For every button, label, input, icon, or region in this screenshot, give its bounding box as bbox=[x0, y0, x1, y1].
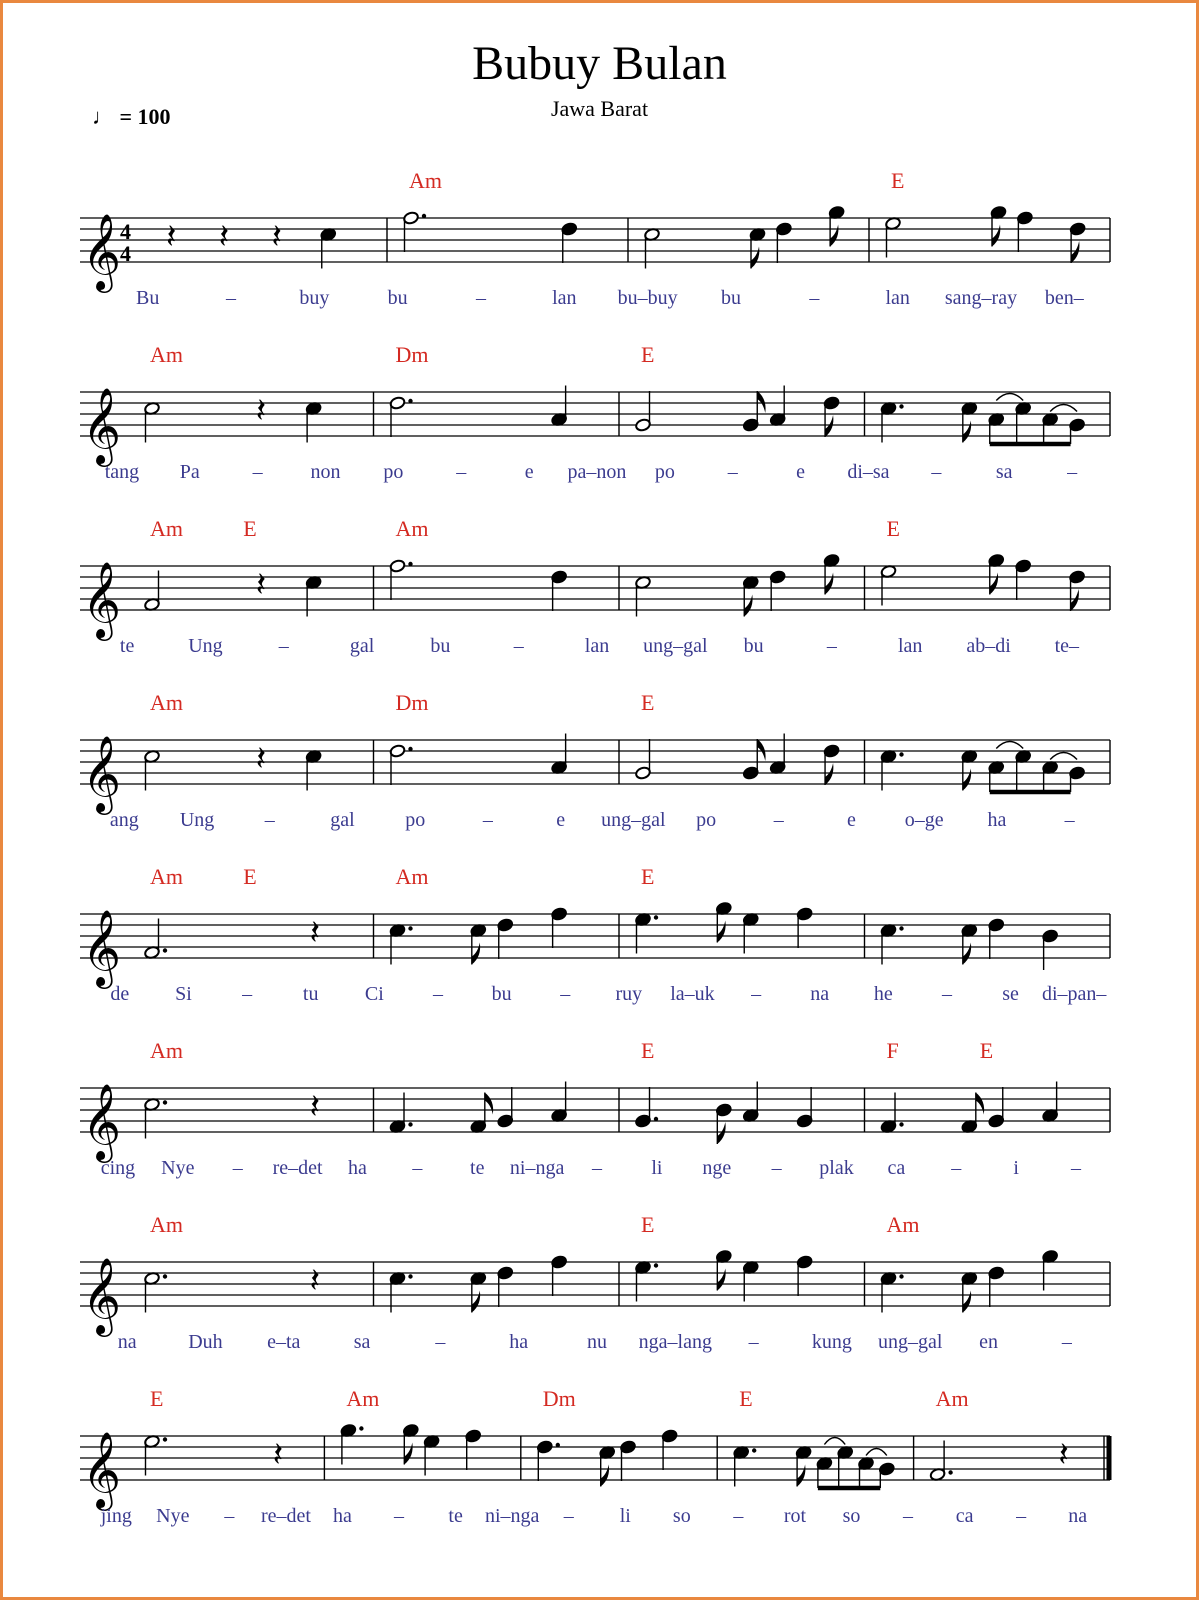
chord-symbol: Am bbox=[886, 1212, 920, 1237]
chord-symbol: E bbox=[891, 168, 905, 193]
lyric-syllable: – bbox=[482, 809, 493, 831]
note-dot bbox=[899, 1122, 903, 1126]
lyric-syllable: Ci bbox=[364, 983, 384, 1005]
lyric-syllable: – bbox=[476, 287, 486, 309]
chord-symbol: Am bbox=[395, 516, 429, 541]
chord-symbol: Am bbox=[346, 1386, 380, 1411]
lyric-syllable: – bbox=[412, 1157, 423, 1179]
quarter-rest-icon: 𝄽 bbox=[309, 913, 321, 953]
lyric-syllable: – bbox=[941, 983, 952, 1005]
lyric-syllable: e bbox=[847, 809, 856, 831]
lyric-syllable: so bbox=[672, 1505, 691, 1527]
lyric-syllable: po bbox=[383, 461, 404, 483]
lyric-syllable: en bbox=[979, 1331, 998, 1353]
lyric-syllable: nga–lang bbox=[638, 1331, 712, 1353]
note-flag bbox=[963, 769, 971, 791]
chord-symbol: Dm bbox=[542, 1386, 576, 1411]
quarter-rest-icon: 𝄽 bbox=[218, 217, 230, 257]
treble-clef-icon: 𝄞 bbox=[82, 1431, 122, 1508]
lyric-syllable: Bu bbox=[135, 287, 160, 309]
lyric-syllable: he bbox=[873, 983, 893, 1005]
lyric-syllable: ca bbox=[887, 1157, 906, 1179]
lyric-syllable: – bbox=[826, 635, 837, 657]
lyric-syllable: – bbox=[903, 1505, 914, 1527]
note-dot bbox=[654, 1117, 658, 1121]
note-dot bbox=[899, 1274, 903, 1278]
page-subtitle: Jawa Barat bbox=[550, 96, 649, 121]
lyric-syllable: lan bbox=[885, 287, 910, 309]
note-flag bbox=[757, 391, 765, 413]
chord-symbol: Am bbox=[395, 864, 429, 889]
lyric-syllable: la–uk bbox=[670, 983, 715, 1005]
lyric-syllable: Duh bbox=[188, 1331, 223, 1353]
staff-system bbox=[80, 342, 1110, 483]
note-flag bbox=[404, 1443, 412, 1465]
lyric-syllable: rot bbox=[783, 1505, 807, 1527]
page-title: Bubuy Bulan bbox=[472, 37, 727, 90]
chord-symbol: E bbox=[150, 1386, 164, 1411]
lyric-syllable: te bbox=[119, 635, 135, 657]
lyric-syllable: – bbox=[773, 809, 784, 831]
chord-symbol: E bbox=[979, 1038, 994, 1063]
lyric-syllable: e bbox=[796, 461, 806, 483]
note-flag bbox=[1071, 241, 1079, 263]
note-dot bbox=[899, 404, 903, 408]
chord-symbol: Am bbox=[150, 864, 183, 889]
lyric-syllable: – bbox=[394, 1505, 405, 1527]
lyric-syllable: li bbox=[651, 1157, 663, 1179]
chord-symbol: Dm bbox=[395, 342, 429, 367]
note-flag bbox=[990, 573, 998, 595]
staff-system bbox=[80, 864, 1110, 1005]
lyric-syllable: gal bbox=[349, 635, 375, 657]
lyric-syllable: ha bbox=[348, 1157, 367, 1179]
note-flag bbox=[1071, 589, 1079, 611]
lyric-syllable: – bbox=[264, 809, 275, 831]
lyric-syllable: po bbox=[696, 809, 717, 831]
note-flag bbox=[830, 225, 838, 247]
treble-clef-icon: 𝄞 bbox=[82, 387, 122, 464]
lyric-syllable: – bbox=[232, 1157, 243, 1179]
lyric-syllable: – bbox=[242, 983, 253, 1005]
chord-symbol: E bbox=[739, 1386, 753, 1411]
quarter-rest-icon: 𝄽 bbox=[255, 739, 267, 779]
quarter-rest-icon: 𝄽 bbox=[272, 1435, 284, 1475]
note-flag bbox=[757, 739, 765, 761]
treble-clef-icon: 𝄞 bbox=[82, 1083, 122, 1160]
note-flag bbox=[963, 1291, 971, 1313]
note-flag bbox=[485, 1093, 493, 1115]
chord-symbol: Am bbox=[935, 1386, 969, 1411]
chord-symbol: E bbox=[886, 516, 900, 541]
chord-symbol: Am bbox=[150, 690, 183, 715]
lyric-syllable: di–sa bbox=[847, 461, 890, 483]
note-flag bbox=[717, 921, 725, 943]
chord-symbol: F bbox=[886, 1038, 899, 1063]
note-dot bbox=[408, 926, 412, 930]
chord-symbol: Am bbox=[150, 516, 183, 541]
lyric-syllable: lan bbox=[898, 635, 923, 657]
chord-symbol: E bbox=[641, 864, 655, 889]
lyric-syllable: – bbox=[748, 1331, 759, 1353]
lyric-syllable: i bbox=[1013, 1157, 1019, 1179]
treble-clef-icon: 𝄞 bbox=[82, 735, 122, 812]
lyric-syllable: – bbox=[563, 1505, 574, 1527]
chord-symbol: E bbox=[641, 1212, 655, 1237]
lyric-syllable: o–ge bbox=[904, 809, 944, 831]
quarter-rest-icon: 𝄽 bbox=[1058, 1435, 1069, 1475]
chord-symbol: E bbox=[243, 864, 257, 889]
lyric-syllable: de bbox=[110, 983, 130, 1005]
staff-system bbox=[80, 168, 1110, 309]
lyric-syllable: e bbox=[524, 461, 534, 483]
lyric-syllable: ha bbox=[509, 1331, 529, 1353]
note-dot bbox=[752, 1448, 756, 1452]
note-flag bbox=[976, 1093, 984, 1115]
note-flag bbox=[825, 415, 833, 437]
lyric-syllable: po bbox=[654, 461, 675, 483]
lyric-syllable: ruy bbox=[615, 983, 643, 1005]
quarter-rest-icon: 𝄽 bbox=[255, 391, 267, 431]
lyric-syllable: so bbox=[842, 1505, 861, 1527]
slur bbox=[996, 394, 1023, 401]
lyric-syllable: te bbox=[470, 1157, 485, 1179]
lyric-syllable: bu bbox=[430, 635, 451, 657]
lyric-syllable: cing bbox=[100, 1157, 136, 1179]
chord-symbol: Dm bbox=[395, 690, 429, 715]
note-dot bbox=[408, 1122, 412, 1126]
treble-clef-icon: 𝄞 bbox=[82, 1257, 122, 1334]
note-dot bbox=[899, 926, 903, 930]
staff-system bbox=[80, 516, 1110, 657]
lyric-syllable: – bbox=[1061, 1331, 1072, 1353]
lyric-syllable: Si bbox=[175, 983, 192, 1005]
lyric-syllable: bu bbox=[491, 983, 512, 1005]
lyric-syllable: e bbox=[556, 809, 566, 831]
lyric-syllable: ha bbox=[333, 1505, 352, 1527]
lyric-syllable: – bbox=[951, 1157, 962, 1179]
treble-clef-icon: 𝄞 bbox=[82, 561, 122, 638]
lyric-syllable: Pa bbox=[179, 461, 200, 483]
note-flag bbox=[963, 943, 971, 965]
lyric-syllable: – bbox=[1064, 809, 1075, 831]
note-dot bbox=[948, 1470, 952, 1474]
lyric-syllable: – bbox=[560, 983, 571, 1005]
lyric-syllable: ni–nga bbox=[484, 1505, 540, 1527]
lyric-syllable: te– bbox=[1054, 635, 1080, 657]
lyric-syllable: re–det bbox=[260, 1505, 311, 1527]
note-dot bbox=[422, 214, 426, 218]
lyric-syllable: bu bbox=[743, 635, 764, 657]
lyric-syllable: Ung bbox=[179, 809, 215, 831]
lyric-syllable: – bbox=[513, 635, 524, 657]
note-flag bbox=[963, 421, 971, 443]
note-dot bbox=[359, 1426, 363, 1430]
lyric-syllable: sang–ray bbox=[944, 287, 1018, 309]
quarter-rest-icon: 𝄽 bbox=[309, 1261, 321, 1301]
lyric-syllable: – bbox=[252, 461, 263, 483]
quarter-rest-icon: 𝄽 bbox=[271, 217, 282, 257]
lyric-syllable: – bbox=[456, 461, 467, 483]
note-flag bbox=[797, 1465, 805, 1487]
chord-symbol: E bbox=[641, 342, 655, 367]
lyric-syllable: bu–buy bbox=[617, 287, 678, 309]
lyric-syllable: re–det bbox=[272, 1157, 323, 1179]
lyric-syllable: – bbox=[592, 1157, 602, 1179]
lyric-syllable: nu bbox=[587, 1331, 607, 1353]
lyric-syllable: – bbox=[432, 983, 443, 1005]
staff-system bbox=[80, 1038, 1110, 1179]
note-dot bbox=[163, 1437, 167, 1441]
lyric-syllable: ung–gal bbox=[601, 809, 666, 831]
lyric-syllable: bu bbox=[721, 287, 741, 309]
lyric-syllable: li bbox=[619, 1505, 631, 1527]
lyric-syllable: – bbox=[1016, 1505, 1027, 1527]
lyric-syllable: ung–gal bbox=[878, 1331, 943, 1353]
lyric-syllable: tu bbox=[302, 983, 319, 1005]
quarter-rest-icon: 𝄽 bbox=[309, 1087, 321, 1127]
note-dot bbox=[163, 1100, 167, 1104]
lyric-syllable: – bbox=[1067, 461, 1078, 483]
note-flag bbox=[992, 225, 1000, 247]
note-dot bbox=[408, 1274, 412, 1278]
chord-symbol: E bbox=[641, 690, 655, 715]
slur bbox=[824, 1438, 845, 1445]
lyric-syllable: non bbox=[310, 461, 341, 483]
note-flag bbox=[751, 247, 759, 269]
lyric-syllable: sa bbox=[995, 461, 1013, 483]
lyric-syllable: Nye bbox=[161, 1157, 195, 1179]
lyric-syllable: – bbox=[226, 287, 236, 309]
treble-clef-icon: 𝄞 bbox=[82, 213, 122, 290]
lyric-syllable: – bbox=[809, 287, 820, 309]
chord-symbol: Am bbox=[409, 168, 442, 193]
lyric-syllable: bu bbox=[387, 287, 408, 309]
lyric-syllable: – bbox=[278, 635, 289, 657]
note-dot bbox=[556, 1443, 560, 1447]
chord-symbol: Am bbox=[150, 342, 183, 367]
lyric-syllable: plak bbox=[819, 1157, 854, 1179]
lyric-syllable: pa–non bbox=[567, 461, 627, 483]
note-flag bbox=[717, 1122, 725, 1144]
note-dot bbox=[408, 747, 412, 751]
note-flag bbox=[744, 595, 752, 617]
chord-symbol: Am bbox=[150, 1212, 183, 1237]
note-flag bbox=[825, 573, 833, 595]
note-flag bbox=[717, 1269, 725, 1291]
lyric-syllable: Nye bbox=[156, 1505, 190, 1527]
lyric-syllable: – bbox=[751, 983, 762, 1005]
lyric-syllable: buy bbox=[299, 287, 330, 309]
note-dot bbox=[654, 1263, 658, 1267]
lyric-syllable: ben– bbox=[1044, 287, 1084, 309]
quarter-rest-icon: 𝄽 bbox=[255, 565, 267, 605]
lyric-syllable: lan bbox=[584, 635, 610, 657]
lyric-syllable: po bbox=[405, 809, 426, 831]
slur bbox=[1050, 753, 1077, 760]
lyric-syllable: Ung bbox=[188, 635, 223, 657]
note-dot bbox=[899, 752, 903, 756]
time-signature-bottom: 4 bbox=[120, 241, 131, 266]
slur bbox=[866, 1449, 887, 1456]
lyric-syllable: jing bbox=[100, 1505, 132, 1527]
lyric-syllable: di–pan– bbox=[1041, 983, 1107, 1005]
note-flag bbox=[472, 1291, 480, 1313]
note-flag bbox=[601, 1465, 609, 1487]
slur bbox=[1050, 405, 1077, 412]
chord-symbol: E bbox=[641, 1038, 655, 1063]
lyric-syllable: ni–nga bbox=[509, 1157, 565, 1179]
lyric-syllable: kung bbox=[811, 1331, 852, 1353]
lyric-syllable: – bbox=[1071, 1157, 1082, 1179]
lyric-syllable: ha bbox=[987, 809, 1007, 831]
lyric-syllable: – bbox=[771, 1157, 782, 1179]
lyric-syllable: – bbox=[727, 461, 738, 483]
note-dot bbox=[408, 562, 412, 566]
lyric-syllable: e–ta bbox=[267, 1331, 301, 1353]
lyric-syllable: – bbox=[435, 1331, 446, 1353]
lyric-syllable: gal bbox=[330, 809, 355, 831]
lyric-syllable: te bbox=[448, 1505, 463, 1527]
lyric-syllable: ang bbox=[109, 809, 139, 831]
lyric-syllable: ab–di bbox=[966, 635, 1011, 657]
lyric-syllable: ung–gal bbox=[643, 635, 708, 657]
time-signature-top: 4 bbox=[120, 219, 131, 244]
note-dot bbox=[163, 948, 167, 952]
lyric-syllable: ca bbox=[955, 1505, 974, 1527]
chord-symbol: Am bbox=[150, 1038, 183, 1063]
lyric-syllable: na bbox=[1068, 1505, 1088, 1527]
note-flag bbox=[472, 943, 480, 965]
lyric-syllable: se bbox=[1002, 983, 1019, 1005]
note-dot bbox=[654, 915, 658, 919]
lyric-syllable: na bbox=[810, 983, 830, 1005]
staff-system bbox=[80, 690, 1110, 831]
staff-system bbox=[80, 1386, 1110, 1527]
tempo-marking: ♩ = 100 bbox=[92, 104, 171, 129]
note-dot bbox=[163, 1274, 167, 1278]
chord-symbol: E bbox=[243, 516, 257, 541]
lyric-syllable: tang bbox=[104, 461, 140, 483]
quarter-rest-icon: 𝄽 bbox=[166, 217, 177, 257]
lyric-syllable: nge bbox=[702, 1157, 732, 1179]
lyric-syllable: sa bbox=[353, 1331, 371, 1353]
treble-clef-icon: 𝄞 bbox=[82, 909, 122, 986]
note-dot bbox=[408, 399, 412, 403]
staff-system bbox=[80, 1212, 1110, 1353]
lyric-syllable: lan bbox=[552, 287, 577, 309]
lyric-syllable: na bbox=[117, 1331, 137, 1353]
lyric-syllable: – bbox=[224, 1505, 235, 1527]
note-flag bbox=[825, 763, 833, 785]
slur bbox=[996, 742, 1023, 749]
lyric-syllable: – bbox=[733, 1505, 744, 1527]
lyric-syllable: – bbox=[931, 461, 942, 483]
